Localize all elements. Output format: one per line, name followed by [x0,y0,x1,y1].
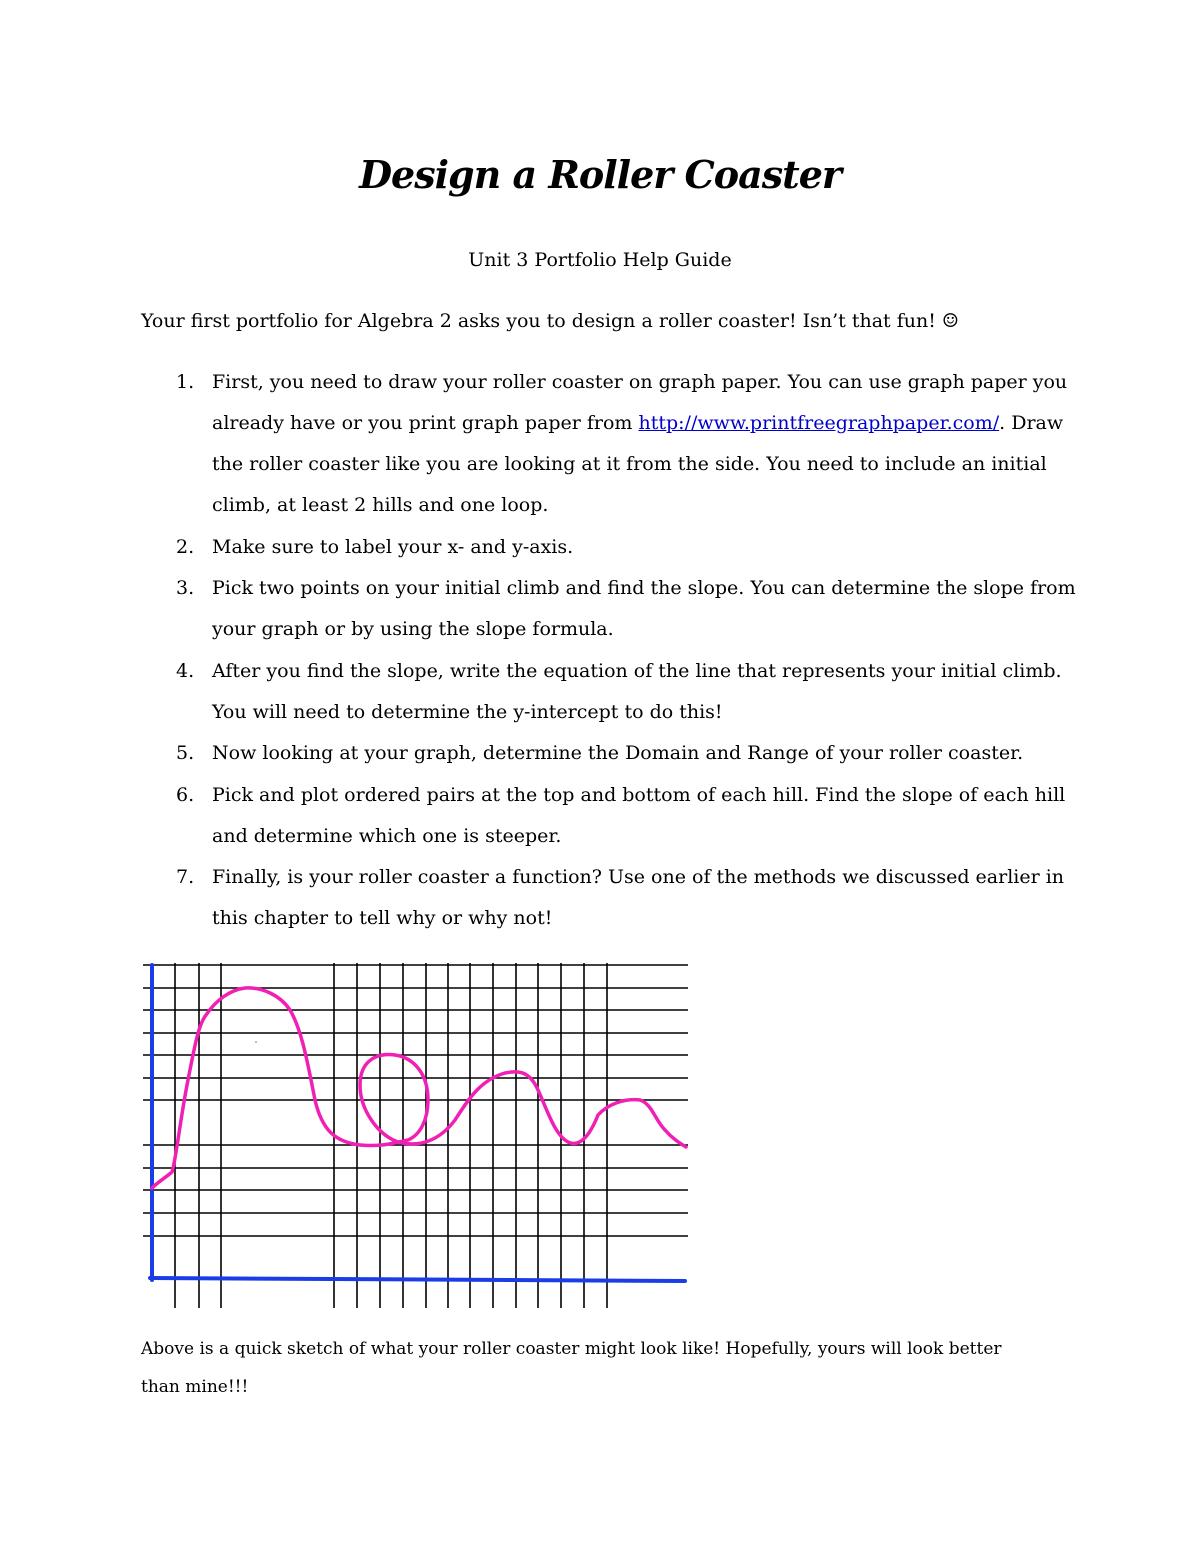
list-item-number: 4. [176,660,195,682]
list-item-text: Pick and plot ordered pairs at the top and bottom of each hill. Find the slope of each hill and determine which one is steeper. [212,784,1066,847]
graph-paper-link[interactable]: http://www.printfreegraphpaper.com/ [638,412,1000,434]
list-item-text: Now looking at your graph, determine the Domain and Range of your roller coaster. [212,742,1024,764]
list-item-number: 7. [176,866,195,888]
step-text-before-link: First, you need to draw your roller coaster on graph paper. You can use graph paper you already have or you print graph paper from [212,371,1068,434]
list-item-number: 3. [176,577,195,599]
list-item-number: 5. [176,742,195,764]
stray-dot [255,1041,257,1043]
page-subtitle: Unit 3 Portfolio Help Guide [468,249,732,271]
coaster-track-path [152,988,686,1188]
intro-paragraph: Your first portfolio for Algebra 2 asks you to design a roller coaster! Isn’t that fun! ☺ [141,310,959,332]
page-title: Design a Roller Coaster [359,152,841,197]
list-item-text: Make sure to label your x- and y-axis. [212,536,574,558]
list-item-text: Pick two points on your initial climb and find the slope. You can determine the slope from your graph or by using the slope formula. [212,577,1076,640]
list-item-number: 1. [176,371,195,393]
list-item-text: Finally, is your roller coaster a function? Use one of the methods we discussed earlier in this chapter to tell why or why not! [212,866,1065,929]
list-item-text: After you find the slope, write the equation of the line that represents your initial climb. You will need to determine the y-intercept to do this! [212,660,1062,723]
axes [150,965,685,1281]
x-axis [150,1278,685,1281]
list-item-number: 6. [176,784,195,806]
step-text-after-link: . Draw the roller coaster like you are looking at it from the side. You need to include an initial climb, at least 2 hills and one loop. [212,412,1064,516]
list-item-number: 2. [176,536,195,558]
sketch-caption: Above is a quick sketch of what your roller coaster might look like! Hopefully, yours will look better than mine!!! [141,1339,1002,1397]
coaster-track [152,988,686,1188]
